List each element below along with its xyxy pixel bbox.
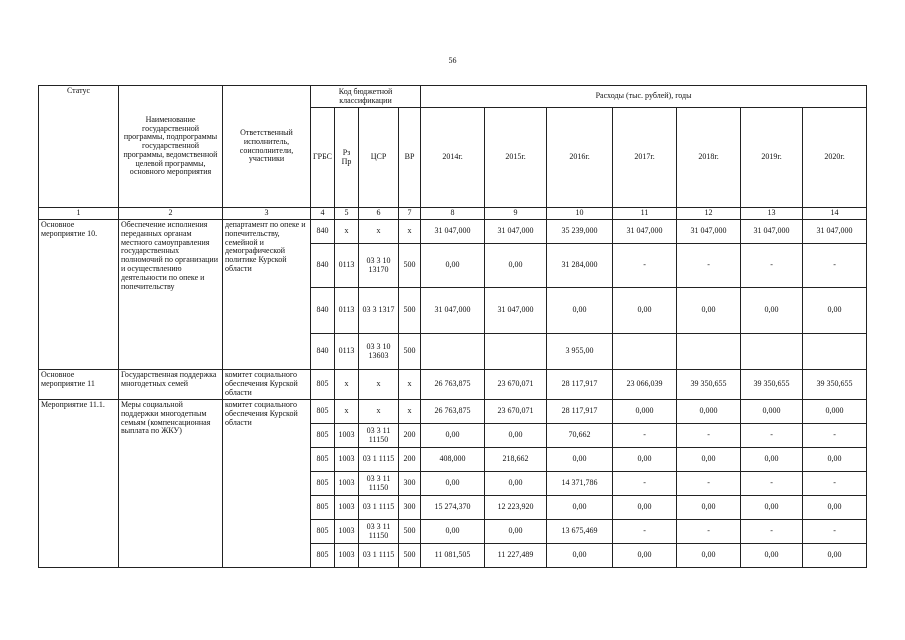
cell-expense: 0,00: [421, 472, 485, 496]
cell-csr: 03 3 10 13603: [359, 334, 399, 370]
cell-vr: 200: [399, 448, 421, 472]
cell-expense: -: [677, 520, 741, 544]
column-number: 8: [421, 208, 485, 220]
cell-rzpr: х: [335, 400, 359, 424]
cell-expense: -: [741, 520, 803, 544]
cell-expense: 31 047,000: [485, 220, 547, 244]
cell-vr: 500: [399, 244, 421, 288]
table-header: [39, 86, 867, 208]
row-responsible: комитет социального обеспечения Курской области: [223, 400, 311, 568]
cell-csr: 03 3 10 13170: [359, 244, 399, 288]
cell-vr: 500: [399, 544, 421, 568]
cell-expense: 0,000: [677, 400, 741, 424]
header-year: 2014г.: [421, 108, 485, 208]
cell-expense: 0,00: [421, 424, 485, 448]
cell-expense: 0,00: [421, 520, 485, 544]
cell-rzpr: 1003: [335, 472, 359, 496]
header-responsible: Ответственный исполнитель, соисполнители, участники: [223, 86, 311, 208]
cell-grbs: 840: [311, 220, 335, 244]
cell-expense: 31 047,000: [803, 220, 867, 244]
cell-csr: 03 3 11 11150: [359, 424, 399, 448]
cell-expense: 23 670,071: [485, 370, 547, 400]
cell-rzpr: 1003: [335, 520, 359, 544]
cell-expense: 23 670,071: [485, 400, 547, 424]
column-number: 14: [803, 208, 867, 220]
cell-csr: х: [359, 370, 399, 400]
row-name: Государственная поддержка многодетных семей: [119, 370, 223, 400]
cell-expense: 3 955,00: [547, 334, 613, 370]
cell-rzpr: 1003: [335, 424, 359, 448]
cell-vr: 500: [399, 520, 421, 544]
cell-expense: 0,00: [613, 544, 677, 568]
cell-expense: 70,662: [547, 424, 613, 448]
cell-expense: 15 274,370: [421, 496, 485, 520]
cell-expense: 39 350,655: [741, 370, 803, 400]
row-status: Основное мероприятие 11: [39, 370, 119, 400]
cell-expense: 0,00: [547, 544, 613, 568]
cell-vr: 200: [399, 424, 421, 448]
cell-expense: -: [803, 472, 867, 496]
cell-csr: 03 1 1115: [359, 496, 399, 520]
cell-grbs: 840: [311, 334, 335, 370]
column-number: 5: [335, 208, 359, 220]
cell-expense: -: [741, 424, 803, 448]
cell-expense: -: [613, 520, 677, 544]
page-number: 56: [448, 56, 457, 65]
cell-expense: 0,00: [803, 544, 867, 568]
cell-expense: 31 284,000: [547, 244, 613, 288]
cell-expense: 12 223,920: [485, 496, 547, 520]
cell-expense: 0,00: [677, 288, 741, 334]
header-year: 2018г.: [677, 108, 741, 208]
cell-expense: -: [677, 472, 741, 496]
cell-rzpr: 0113: [335, 244, 359, 288]
column-number-row: [39, 208, 867, 220]
table-row: [39, 400, 867, 424]
cell-expense: 39 350,655: [803, 370, 867, 400]
column-number: 1: [39, 208, 119, 220]
column-number: 3: [223, 208, 311, 220]
cell-expense: 31 047,000: [485, 288, 547, 334]
row-name: Обеспечение исполнения переданных органам местного самоуправления государственных полномочий по организации и осуществлению деятельности по опеке и попечительству: [119, 220, 223, 370]
cell-grbs: 805: [311, 370, 335, 400]
header-expenses: Расходы (тыс. рублей), годы: [421, 86, 867, 108]
cell-expense: 39 350,655: [677, 370, 741, 400]
cell-expense: 31 047,000: [677, 220, 741, 244]
cell-expense: 0,00: [613, 496, 677, 520]
cell-grbs: 805: [311, 520, 335, 544]
cell-expense: 0,00: [613, 288, 677, 334]
cell-csr: х: [359, 220, 399, 244]
cell-expense: 0,00: [485, 472, 547, 496]
cell-rzpr: 1003: [335, 496, 359, 520]
column-number: 12: [677, 208, 741, 220]
header-csr: ЦСР: [359, 108, 399, 208]
column-number: 11: [613, 208, 677, 220]
cell-expense: -: [677, 244, 741, 288]
cell-expense: 0,00: [677, 448, 741, 472]
cell-grbs: 805: [311, 400, 335, 424]
header-year: 2017г.: [613, 108, 677, 208]
cell-expense: 31 047,000: [421, 288, 485, 334]
cell-expense: 0,00: [741, 288, 803, 334]
cell-csr: 03 1 1115: [359, 544, 399, 568]
cell-expense: 31 047,000: [741, 220, 803, 244]
cell-grbs: 805: [311, 424, 335, 448]
header-year: 2015г.: [485, 108, 547, 208]
cell-grbs: 805: [311, 496, 335, 520]
row-name: Меры социальной поддержки многодетным семьям (компенсационная выплата по ЖКУ): [119, 400, 223, 568]
cell-rzpr: х: [335, 220, 359, 244]
cell-grbs: 840: [311, 244, 335, 288]
header-name: Наименование государственной программы, подпрограммы государственной программы, ведомственной целевой программы, основного мероприятия: [119, 86, 223, 208]
cell-expense: 0,00: [547, 288, 613, 334]
cell-expense: -: [741, 472, 803, 496]
cell-vr: х: [399, 370, 421, 400]
cell-expense: 0,00: [741, 448, 803, 472]
cell-expense: 218,662: [485, 448, 547, 472]
column-number: 10: [547, 208, 613, 220]
cell-expense: -: [803, 520, 867, 544]
header-status: Статус: [39, 86, 119, 208]
cell-vr: 500: [399, 334, 421, 370]
cell-expense: 0,00: [677, 496, 741, 520]
cell-expense: 31 047,000: [613, 220, 677, 244]
cell-vr: 300: [399, 472, 421, 496]
row-status: Основное мероприятие 10.: [39, 220, 119, 370]
cell-grbs: 805: [311, 472, 335, 496]
column-number: 2: [119, 208, 223, 220]
header-budget-code: Код бюджетной классификации: [311, 86, 421, 108]
cell-csr: 03 3 11 11150: [359, 472, 399, 496]
table-row: [39, 220, 867, 244]
cell-csr: 03 3 1317: [359, 288, 399, 334]
header-vr: ВР: [399, 108, 421, 208]
cell-rzpr: 1003: [335, 448, 359, 472]
row-responsible: департамент по опеке и попечительству, семейной и демографической политике Курской области: [223, 220, 311, 370]
cell-expense: -: [677, 424, 741, 448]
column-number: 6: [359, 208, 399, 220]
cell-expense: 0,000: [613, 400, 677, 424]
column-number: 7: [399, 208, 421, 220]
cell-expense: 0,000: [741, 400, 803, 424]
cell-expense: [677, 334, 741, 370]
table-body: [39, 208, 867, 568]
cell-expense: 408,000: [421, 448, 485, 472]
column-number: 4: [311, 208, 335, 220]
cell-expense: 0,00: [485, 520, 547, 544]
cell-expense: 28 117,917: [547, 370, 613, 400]
cell-vr: 300: [399, 496, 421, 520]
cell-csr: 03 1 1115: [359, 448, 399, 472]
cell-expense: -: [803, 244, 867, 288]
header-rzpr: Рз Пр: [335, 108, 359, 208]
cell-expense: 0,000: [803, 400, 867, 424]
cell-expense: [803, 334, 867, 370]
cell-expense: 0,00: [803, 496, 867, 520]
row-status: Мероприятие 11.1.: [39, 400, 119, 568]
cell-rzpr: х: [335, 370, 359, 400]
cell-vr: х: [399, 400, 421, 424]
row-responsible: комитет социального обеспечения Курской области: [223, 370, 311, 400]
cell-expense: 28 117,917: [547, 400, 613, 424]
cell-expense: 35 239,000: [547, 220, 613, 244]
cell-grbs: 805: [311, 448, 335, 472]
cell-expense: 0,00: [485, 244, 547, 288]
cell-csr: 03 3 11 11150: [359, 520, 399, 544]
header-year: 2016г.: [547, 108, 613, 208]
cell-expense: [421, 334, 485, 370]
cell-rzpr: 0113: [335, 334, 359, 370]
cell-expense: 26 763,875: [421, 370, 485, 400]
cell-expense: 0,00: [613, 448, 677, 472]
cell-grbs: 840: [311, 288, 335, 334]
cell-expense: -: [613, 244, 677, 288]
cell-expense: 0,00: [803, 288, 867, 334]
cell-expense: 0,00: [485, 424, 547, 448]
cell-expense: -: [741, 244, 803, 288]
cell-expense: 0,00: [677, 544, 741, 568]
column-number: 9: [485, 208, 547, 220]
cell-expense: 0,00: [803, 448, 867, 472]
cell-vr: 500: [399, 288, 421, 334]
cell-expense: 26 763,875: [421, 400, 485, 424]
cell-expense: 0,00: [741, 544, 803, 568]
cell-expense: 31 047,000: [421, 220, 485, 244]
cell-expense: 13 675,469: [547, 520, 613, 544]
cell-expense: 0,00: [421, 244, 485, 288]
cell-expense: [613, 334, 677, 370]
cell-expense: -: [613, 472, 677, 496]
cell-vr: х: [399, 220, 421, 244]
cell-grbs: 805: [311, 544, 335, 568]
cell-expense: -: [613, 424, 677, 448]
cell-expense: [485, 334, 547, 370]
cell-expense: 0,00: [547, 448, 613, 472]
column-number: 13: [741, 208, 803, 220]
cell-expense: 0,00: [547, 496, 613, 520]
header-year: 2019г.: [741, 108, 803, 208]
header-year: 2020г.: [803, 108, 867, 208]
header-grbs: ГРБС: [311, 108, 335, 208]
cell-expense: 0,00: [741, 496, 803, 520]
cell-expense: -: [803, 424, 867, 448]
cell-expense: 14 371,786: [547, 472, 613, 496]
budget-table: [38, 85, 867, 568]
cell-rzpr: 1003: [335, 544, 359, 568]
cell-csr: х: [359, 400, 399, 424]
cell-expense: 11 081,505: [421, 544, 485, 568]
cell-rzpr: 0113: [335, 288, 359, 334]
cell-expense: 11 227,489: [485, 544, 547, 568]
cell-expense: [741, 334, 803, 370]
cell-expense: 23 066,039: [613, 370, 677, 400]
table-row: [39, 370, 867, 400]
